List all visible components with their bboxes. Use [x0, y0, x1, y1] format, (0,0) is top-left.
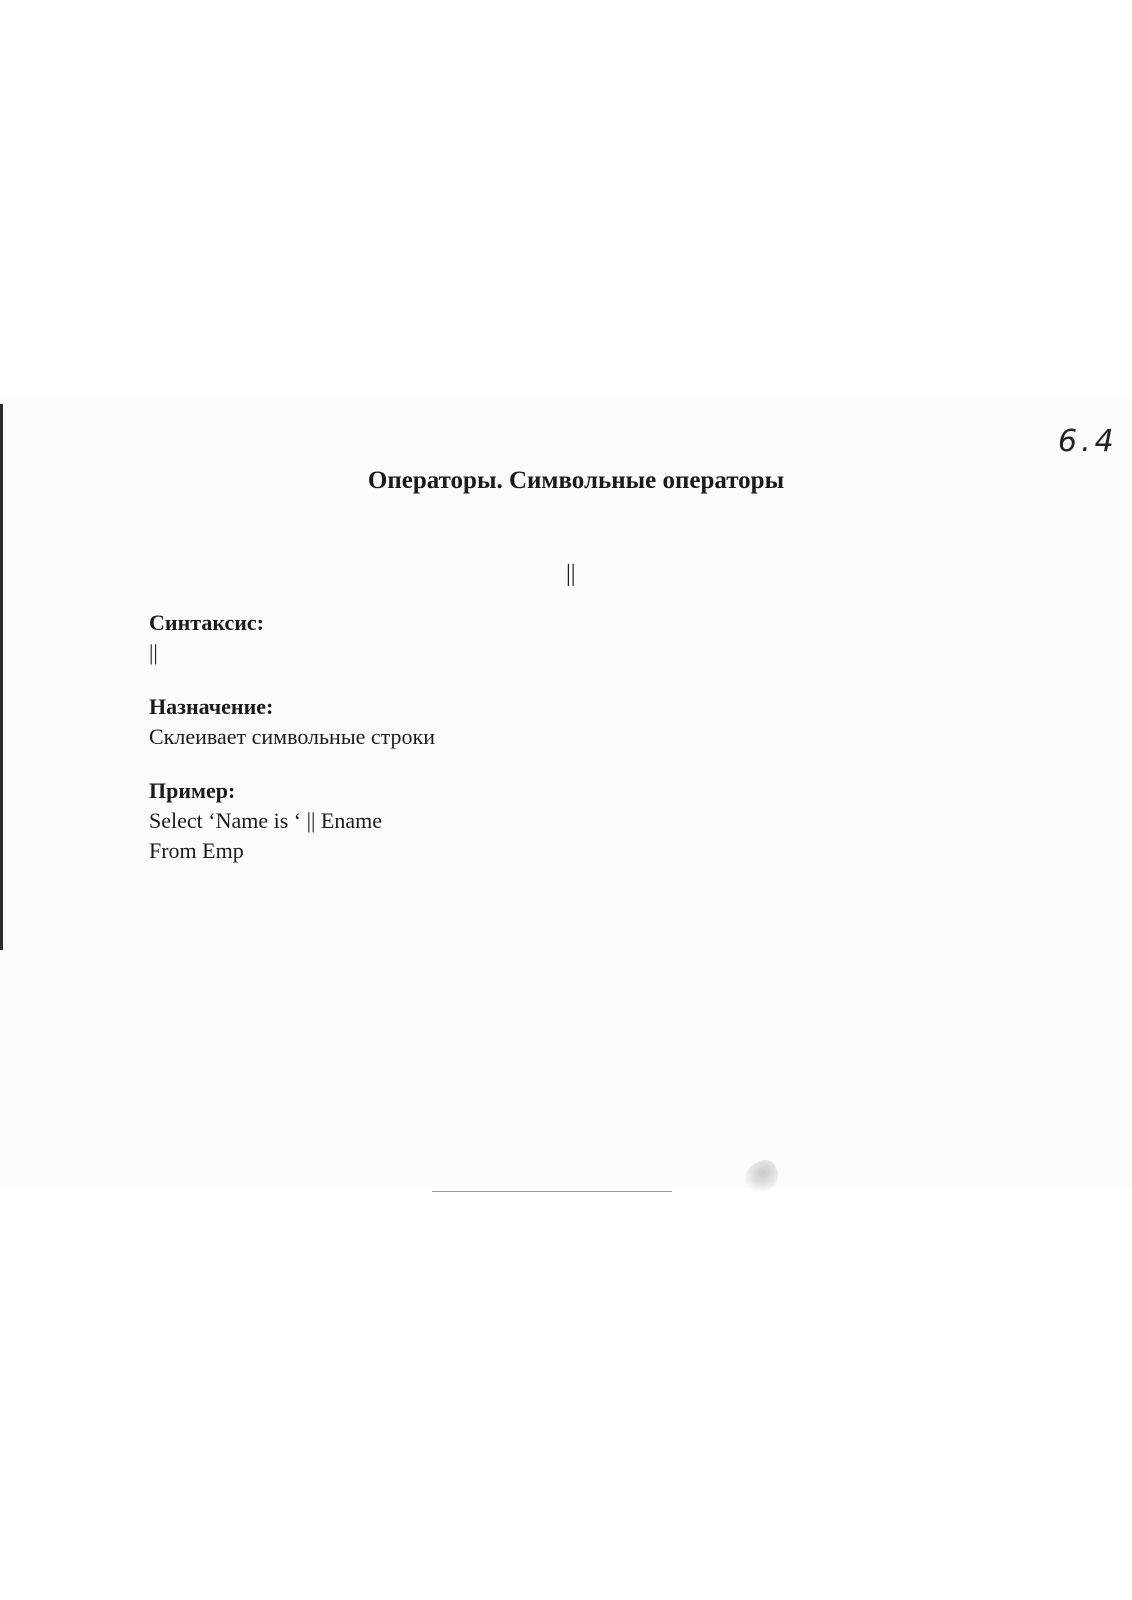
section-syntax: [149, 608, 435, 668]
purpose-heading: Назначение:: [149, 694, 274, 719]
document-body: [149, 608, 435, 866]
syntax-text: ||: [149, 640, 158, 665]
syntax-heading: Синтаксис:: [149, 610, 264, 635]
purpose-text: Склеивает символьные строки: [149, 724, 435, 749]
example-line: From Emp: [149, 838, 244, 863]
page-title: Операторы. Символьные операторы: [367, 467, 785, 494]
operator-symbol: ||: [566, 561, 576, 587]
example-line: Select ‘Name is ‘ || Ename: [149, 808, 382, 833]
handwritten-page-number: 6.4: [1058, 424, 1118, 459]
example-heading: Пример:: [149, 778, 236, 803]
section-purpose: [149, 692, 435, 752]
section-example: [149, 776, 435, 866]
scan-bottom-line: [432, 1191, 672, 1192]
